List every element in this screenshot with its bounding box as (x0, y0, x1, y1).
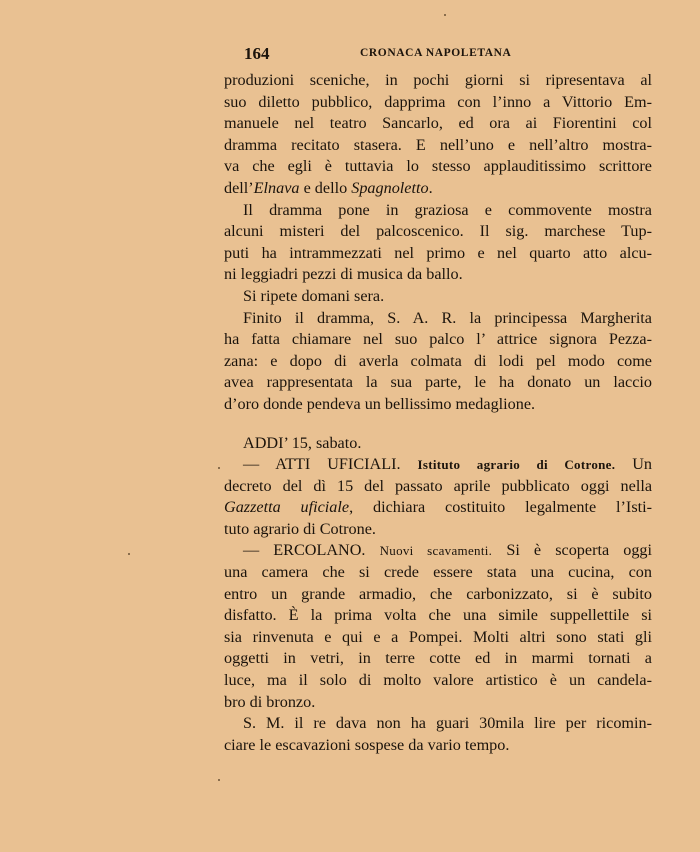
text-line: va che egli è tuttavia lo stesso applauditissimo scrittore (224, 157, 652, 176)
text-line: puti ha intrammezzati nel primo e nel quarto atto alcu- (224, 243, 652, 262)
text-line: bro di bronzo. (224, 692, 316, 711)
text-line: manuele nel teatro Sancarlo, ed ora ai Fiorentini col (224, 114, 652, 133)
paper-speck (128, 553, 130, 555)
page-number: 164 (244, 44, 270, 63)
text-line: ciare le escavazioni sospese da vario tempo. (224, 735, 510, 754)
text-line: ni leggiadri pezzi di musica da ballo. (224, 265, 463, 284)
section-heading: — ERCOLANO. (243, 541, 366, 560)
text-line: disfatto. È la prima volta che una simile suppellettile si (224, 606, 652, 625)
paper-speck (218, 467, 220, 469)
section-heading: — ATTI UFICIALI. (243, 455, 401, 474)
page-header (224, 44, 652, 70)
paper-speck (218, 779, 220, 781)
text-line (224, 454, 652, 476)
subsection-heading: Istituto agrario di Cotrone. (417, 457, 616, 473)
text-line: alcuni misteri del palcoscenico. Il sig. marchese Tup- (224, 222, 652, 241)
book-page (224, 44, 652, 756)
text-fragment: dell’ (224, 178, 254, 197)
text-line: S. M. il re dava non ha guari 30mila lire per ricomin- (243, 714, 652, 733)
text-line: una camera che si crede essere stata una cucina, con (224, 563, 652, 582)
text-line: oggetti in vetri, in terre cotte ed in marmi tornati a (224, 649, 652, 668)
text-line: Si ripete domani sera. (243, 286, 385, 305)
paper-speck (444, 14, 446, 16)
text-line: sia rinvenuta e qui e a Pompei. Molti altri sono stati gli (224, 627, 652, 646)
italic-title: Gazzetta uficiale (224, 498, 350, 517)
text-line: Il dramma pone in graziosa e commovente mostra (243, 200, 652, 219)
text-line: d’oro donde pendeva un bellissimo medaglione. (224, 394, 536, 413)
body-text (224, 70, 652, 756)
text-line: tuto agrario di Cotrone. (224, 519, 376, 538)
italic-title: Spagnoletto (351, 178, 429, 197)
subsection-heading: Nuovi scavamenti. (379, 543, 493, 559)
italic-title: Elnava (253, 178, 300, 197)
running-title: CRONACA NAPOLETANA (360, 47, 512, 59)
text-line (224, 178, 652, 200)
text-line: ha fatta chiamare nel suo palco l’ attrice signora Pezza- (224, 330, 652, 349)
text-fragment: Un (632, 455, 653, 474)
text-line: decreto del dì 15 del passato aprile pubblicato oggi nella (224, 476, 652, 495)
text-line (224, 540, 652, 562)
text-line: avea rappresentata la sua parte, le ha donato un laccio (224, 373, 652, 392)
text-line: zana: e dopo di averla colmata di lodi pel modo come (224, 351, 652, 370)
text-line: entro un grande armadio, che carbonizzato, si è subito (224, 584, 652, 603)
text-fragment: . (428, 178, 433, 197)
date-heading: ADDI’ 15, sabato. (243, 433, 362, 452)
text-line (224, 497, 652, 519)
text-line: produzioni sceniche, in pochi giorni si ripresentava al (224, 71, 652, 89)
text-line: suo diletto pubblico, dapprima con l’inno a Vittorio Em- (224, 92, 652, 111)
text-line: dramma recitato stasera. E nell’uno e nell’altro mostra- (224, 135, 652, 154)
text-fragment: e dello (299, 178, 352, 197)
text-fragment: , dichiara costituito legalmente l’Isti- (349, 498, 653, 517)
text-line: luce, ma il solo di molto valore artistico è un candela- (224, 671, 652, 690)
text-fragment: Si è scoperta oggi (506, 541, 653, 560)
text-line: Finito il dramma, S. A. R. la principessa Margherita (243, 308, 652, 327)
